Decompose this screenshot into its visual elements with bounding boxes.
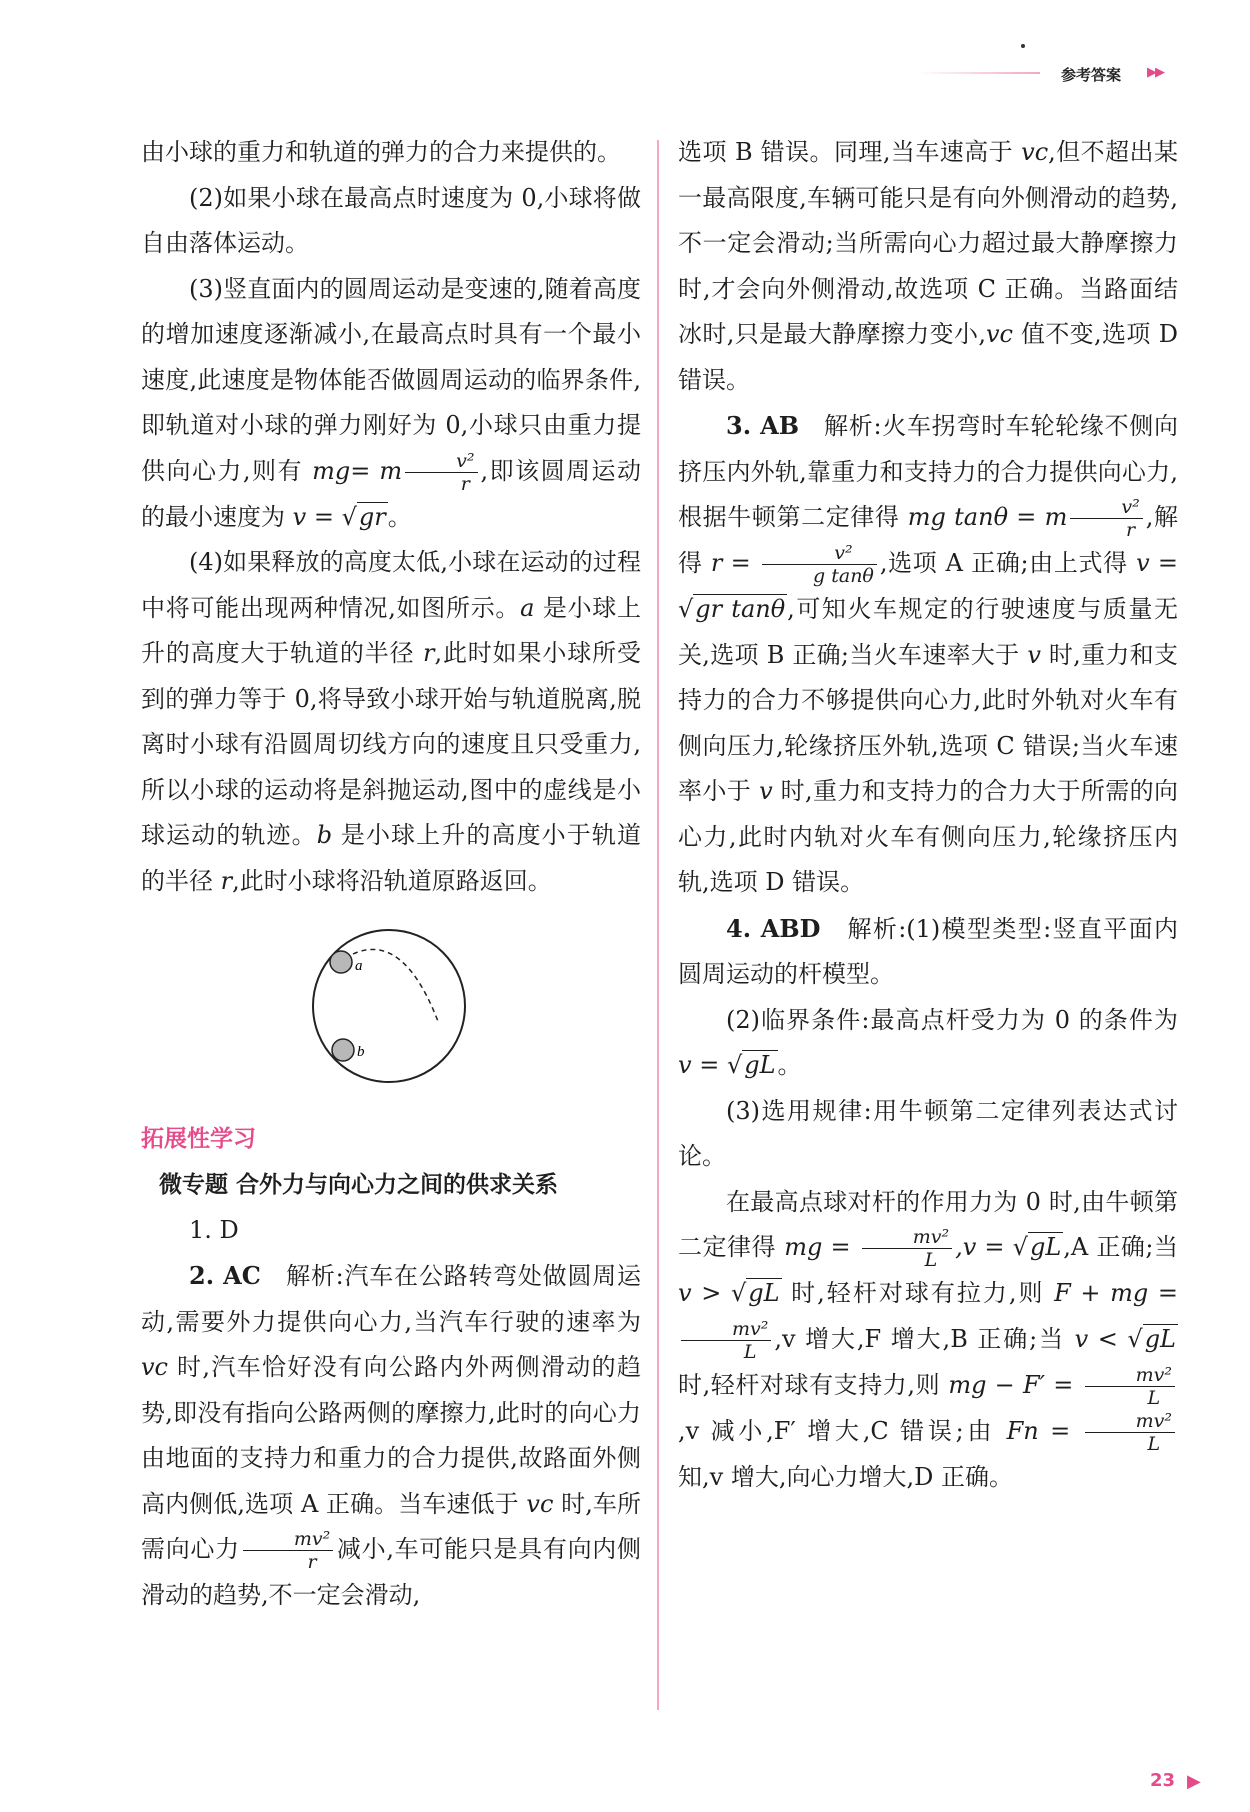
left-column — [141, 130, 641, 1619]
fraction: $\frac{\text{mv²}}{L}$ — [1085, 1410, 1175, 1455]
answer-1: 1. D — [189, 1215, 239, 1244]
paragraph: (4)如果释放的高度太低,小球在运动的过程中将可能出现两种情况,如图所示。a 是小球上升的高度大于轨道的半径 r,此时如果小球所受到的弹力等于 0,将导致小球开始与轨道脱离,脱离时小球有沿圆周切线方向的速度且只受重力,所以小球的运动将是斜抛运动,图中的虚线是小球运动的轨迹。b 是小球上升的高度小于轨道的半径 r,此时小球将沿轨道原路返回。 — [141, 548, 641, 895]
paragraph: (3)竖直面内的圆周运动是变速的,随着高度的增加速度逐渐减小,在最高点时具有一个最小速度,此速度是物体能否做圆周运动的临界条件,即轨道对小球的弹力刚好为 0,小球只由重力提供向心力,则有 mg= m $\frac{\text{v²}}{r}$ ,即该圆周运动的最小速度为 v = √gr。 — [141, 274, 642, 531]
sqrt-icon: √ — [678, 595, 694, 623]
header-dot — [1021, 44, 1025, 48]
paragraph: (3)选用规律:用牛顿第二定律列表达式讨论。 — [678, 1096, 1178, 1170]
page-number: 23 — [1150, 1770, 1176, 1791]
fraction: $\frac{\text{mv²}}{r}$ — [243, 1528, 333, 1573]
fraction: $\frac{\text{v²}}{\text{g tanθ}}$ — [762, 542, 877, 587]
paragraph: 在最高点球对杆的作用力为 0 时,由牛顿第二定律得 mg = $\frac{\text{mv²}}{L}$ ,v = √gL,A 正确;当 v > √gL 时,轻杆对球有拉力,则 F + mg = $\frac{\text{mv²}}{L}$ ,v 增大,F 增大,B 正确;当 v < √gL 时,轻杆对球有支持力,则 mg − F′ = $\frac{\text{mv²}}{L}$ ,v 减小,F′ 增大,C 错误;由 Fn = $\frac{\text{mv²}}{L}$ 知,v 增大,向心力增大,D 正确。 — [678, 1187, 1178, 1491]
fraction: $\frac{\text{mv²}}{L}$ — [1085, 1364, 1175, 1409]
paragraph: (2)如果小球在最高点时速度为 0,小球将做自由落体运动。 — [141, 183, 641, 257]
header-rule — [918, 72, 1040, 74]
fraction: $\frac{\text{v²}}{r}$ — [405, 450, 477, 495]
label-b: b — [357, 1044, 365, 1060]
next-arrow-icon: ▶ — [1187, 1771, 1201, 1792]
sqrt-icon: √ — [1012, 1233, 1028, 1261]
fraction: $\frac{\text{v²}}{r}$ — [1070, 496, 1142, 541]
answer-2: 2. AC 解析:汽车在公路转弯处做圆周运动,需要外力提供向心力,当汽车行驶的速率为 vc 时,汽车恰好没有向公路内外两侧滑动的趋势,即没有指向公路两侧的摩擦力,此时的向心力由地面的支持力和重力的合力提供,故路面外侧高内侧低,选项 A 正确。当车速低于 vc 时,车所需向心力 $\frac{\text{mv²}}{r}$ 减小,车可能只是具有向内侧滑动的趋势,不一定会滑动, — [141, 1261, 641, 1609]
sqrt-icon: √ — [730, 1279, 747, 1307]
section-title: 拓展性学习 — [141, 1125, 256, 1152]
fraction: $\frac{\text{mv²}}{L}$ — [862, 1226, 952, 1271]
equation: mg — [312, 456, 351, 485]
sqrt-icon: √ — [341, 502, 357, 531]
answer-3: 3. AB 解析:火车拐弯时车轮轮缘不侧向挤压内外轨,靠重力和支持力的合力提供向心力,根据牛顿第二定律得 mg tanθ = m $\frac{\text{v²}}{r}$ ,解得 r = $\frac{\text{v²}}{\text{g tanθ}}$ ,选项 A 正确;由上式得 v = √gr tanθ,可知火车规定的行驶速度与质量无关,选项 B 正确;当火车速率大于 v 时,重力和支持力的合力不够提供向心力,此时外轨对火车有侧向压力,轮缘挤压外轨,选项 C 错误;当火车速率小于 v 时,重力和支持力的合力大于所需的向心力,此时内轨对火车有侧向压力,轮缘挤压内轨,选项 D 错误。 — [678, 411, 1179, 896]
label-a: a — [355, 958, 363, 974]
right-column — [678, 130, 1178, 1500]
paragraph: (2)临界条件:最高点杆受力为 0 的条件为 v = √gL。 — [678, 1005, 1178, 1079]
ball-b — [332, 1039, 354, 1061]
paragraph: 选项 B 错误。同理,当车速高于 vc,但不超出某一最高限度,车辆可能只是有向外侧滑动的趋势,不一定会滑动;当所需向心力超过最大静摩擦力时,才会向外侧滑动,故选项 C 正确。当路面结冰时,只是最大静摩擦力变小,vc 值不变,选项 D 错误。 — [678, 138, 1178, 394]
sqrt-icon: √ — [726, 1051, 743, 1079]
fraction: $\frac{\text{mv²}}{L}$ — [681, 1318, 771, 1363]
answer-4: 4. ABD 解析:(1)模型类型:竖直平面内圆周运动的杆模型。 — [678, 913, 1178, 988]
column-divider — [657, 140, 659, 1710]
circular-track-figure — [309, 926, 469, 1086]
header-arrow-icon: ▶▶ — [1147, 65, 1163, 80]
running-header: 参考答案 — [1061, 66, 1122, 84]
paragraph: 由小球的重力和轨道的弹力的合力来提供的。 — [141, 138, 621, 166]
topic-title: 微专题 合外力与向心力之间的供求关系 — [159, 1171, 559, 1198]
trajectory-dashed-line — [353, 949, 439, 1024]
sqrt-icon: √ — [1127, 1324, 1143, 1353]
ball-a — [330, 951, 352, 973]
